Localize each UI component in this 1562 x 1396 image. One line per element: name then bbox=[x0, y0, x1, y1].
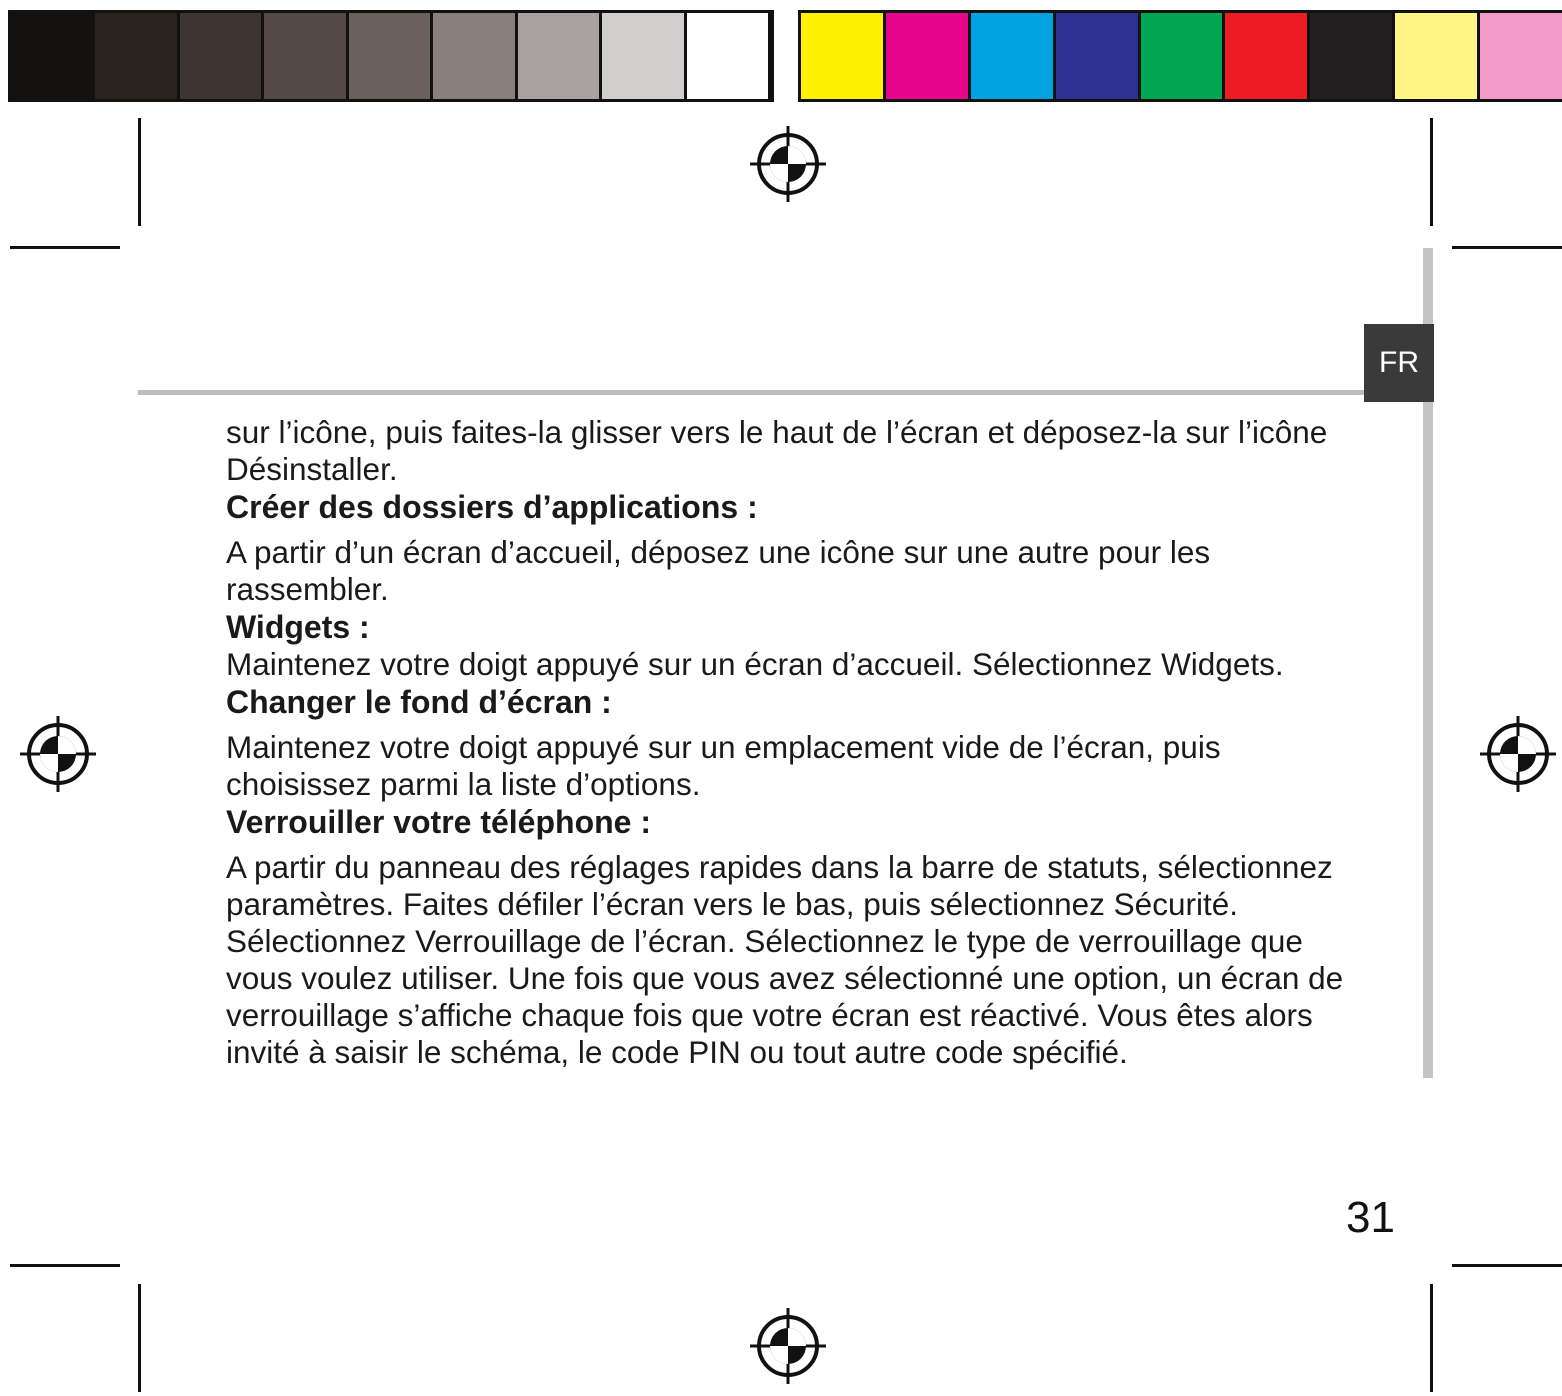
color-swatch bbox=[1310, 13, 1395, 99]
gray-swatch bbox=[264, 13, 348, 99]
registration-mark-icon bbox=[1478, 714, 1558, 794]
heading-create-app-folders: Créer des dossiers d’applications : bbox=[226, 489, 758, 525]
crop-mark-top-left-vertical bbox=[138, 118, 141, 226]
paragraph-lock-phone: A partir du panneau des réglages rapides dans la barre de statuts, sélectionnez paramètres. Faites défiler l’écran vers le bas, puis sélectionnez Sécurité. Sélectionnez Verrouillage de l’écran. Sélectionnez le type de verrouillage que vous voulez utiliser. Une fois que vous avez sélectionné une option, un écran de verrouillage s’affiche chaque fois que votre écran est réactivé. Vous êtes alors invité à saisir le schéma, le code PIN ou tout autre code spécifié. bbox=[226, 849, 1344, 1070]
gray-swatch bbox=[95, 13, 179, 99]
gray-swatch bbox=[433, 13, 517, 99]
crop-mark-bottom-left-horizontal bbox=[10, 1264, 120, 1267]
color-swatch bbox=[1056, 13, 1141, 99]
language-tab: FR bbox=[1364, 324, 1434, 402]
crop-mark-top-right-vertical bbox=[1430, 118, 1433, 226]
heading-widgets: Widgets : bbox=[226, 609, 370, 645]
paragraph-widgets: Maintenez votre doigt appuyé sur un écran d’accueil. Sélectionnez Widgets. bbox=[226, 646, 1284, 682]
color-calibration-bar bbox=[798, 10, 1562, 102]
crop-mark-bottom-right-horizontal bbox=[1452, 1264, 1562, 1267]
crop-mark-bottom-left-vertical bbox=[138, 1284, 141, 1392]
gray-swatch bbox=[687, 13, 771, 99]
gray-swatch bbox=[518, 13, 602, 99]
page-content bbox=[226, 414, 1351, 1071]
grayscale-calibration-bar bbox=[8, 10, 774, 102]
registration-mark-icon bbox=[748, 1306, 828, 1386]
color-swatch bbox=[1225, 13, 1310, 99]
paragraph-continuation: sur l’icône, puis faites-la glisser vers le haut de l’écran et déposez-la sur l’icône Désinstaller. bbox=[226, 414, 1328, 487]
gray-swatch bbox=[180, 13, 264, 99]
heading-lock-phone: Verrouiller votre téléphone : bbox=[226, 804, 651, 840]
crop-mark-bottom-right-vertical bbox=[1430, 1284, 1433, 1392]
color-swatch bbox=[1395, 13, 1480, 99]
header-rule bbox=[138, 390, 1366, 395]
color-swatch bbox=[801, 13, 886, 99]
registration-mark-icon bbox=[748, 124, 828, 204]
page-number: 31 bbox=[1346, 1193, 1395, 1242]
heading-change-wallpaper: Changer le fond d’écran : bbox=[226, 684, 612, 720]
color-swatch bbox=[1141, 13, 1226, 99]
paragraph-change-wallpaper: Maintenez votre doigt appuyé sur un emplacement vide de l’écran, puis choisissez parmi la liste d’options. bbox=[226, 729, 1221, 802]
crop-mark-top-right-horizontal bbox=[1452, 246, 1562, 249]
gray-swatch bbox=[349, 13, 433, 99]
registration-mark-icon bbox=[18, 714, 98, 794]
gray-swatch bbox=[11, 13, 95, 99]
paragraph-create-app-folders: A partir d’un écran d’accueil, déposez une icône sur une autre pour les rassembler. bbox=[226, 534, 1211, 607]
color-swatch bbox=[886, 13, 971, 99]
color-swatch bbox=[971, 13, 1056, 99]
crop-mark-top-left-horizontal bbox=[10, 246, 120, 249]
color-swatch bbox=[1480, 13, 1562, 99]
gray-swatch bbox=[602, 13, 686, 99]
